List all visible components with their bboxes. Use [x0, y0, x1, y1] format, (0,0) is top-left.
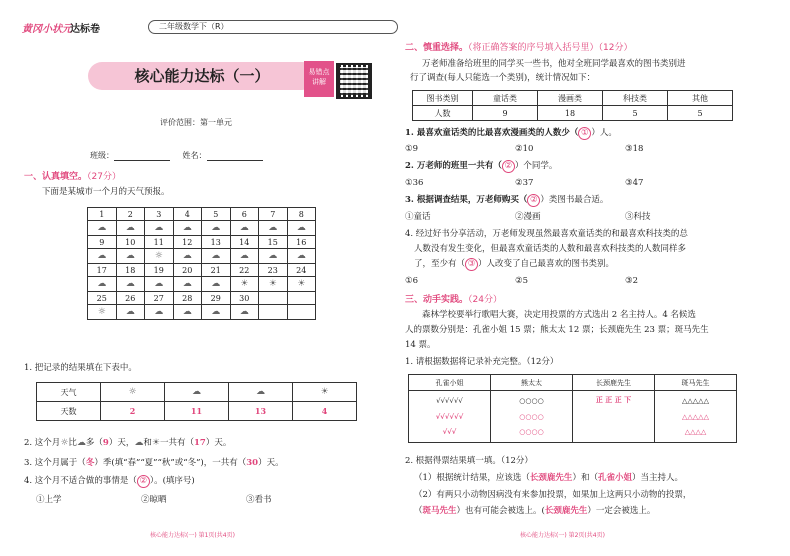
name-label: 姓名：: [182, 151, 207, 160]
p1-q1: 1. 把记录的结果填在下表中。: [24, 363, 137, 373]
p2-q4-line1: 4. 经过好书分享活动，万老师发现虽然最喜欢童话类的和最喜欢科技类的总: [405, 229, 688, 239]
cloudy-icon: ☁: [202, 277, 231, 292]
answer[interactable]: 长颈鹿先生: [544, 506, 588, 516]
cloudy-icon: ☁: [230, 249, 259, 264]
scope-text: 评价范围：第一单元: [160, 118, 232, 127]
cloudy-icon: ☁: [202, 305, 231, 320]
cloudy-icon: ☁: [173, 249, 202, 264]
cloudy-icon: ☁: [229, 383, 293, 402]
footer-left: 核心能力达标(一) 第1页(共4页): [150, 532, 235, 539]
p1-q2: 2. 这个月☼比☁多（9）天，☁和☀一共有（17）天。: [24, 438, 232, 448]
p1-q4: 4. 这个月不适合做的事情是（ ② ）。(填序号): [24, 476, 195, 486]
name-input[interactable]: [207, 151, 263, 161]
page-title: 核心能力达标（一）: [88, 62, 316, 90]
class-field: [90, 150, 263, 161]
snow-icon: ☀: [230, 277, 259, 292]
part1-intro: 下面是某城市一个月的天气预报。: [42, 187, 170, 197]
snow-icon: ☀: [293, 383, 357, 402]
answer-cell[interactable]: 13: [229, 402, 293, 421]
answer[interactable]: ②: [137, 475, 150, 488]
p2-q1: 1. 最喜欢童话类的比最喜欢漫画类的人数少（ ① ）人。: [405, 128, 617, 138]
cloudy-icon: ☁: [88, 221, 117, 236]
cloudy-icon: ☁: [202, 221, 231, 236]
answer[interactable]: 长颈鹿先生: [529, 473, 573, 483]
answer[interactable]: 17: [193, 438, 206, 448]
cloudy-icon: ☁: [145, 305, 174, 320]
p2-q3-options: ①童话 ②漫画 ③科技: [405, 212, 651, 222]
p2-q1-options: ①9 ②10 ③18: [405, 144, 644, 154]
answer[interactable]: 斑马先生: [422, 506, 457, 516]
sunny-icon: ☼: [101, 383, 165, 402]
answer[interactable]: ②: [502, 160, 515, 173]
p3-q2: 2. 根据得票结果填一填。（12分）: [405, 456, 533, 466]
series-label: 达标卷: [70, 24, 100, 35]
p1-q3: 3. 这个月属于（冬）季(填“春”“夏”“秋”或“冬”)，一共有（30）天。: [24, 458, 284, 468]
giraffe-votes[interactable]: 正 正 正 下: [573, 391, 655, 443]
answer[interactable]: ②: [527, 194, 540, 207]
p3-q2-1: （1）根据统计结果，应该选（长颈鹿先生）和（孔雀小姐）当主持人。: [414, 473, 683, 483]
brand-logo: 黄冈小状元: [22, 24, 72, 35]
answer[interactable]: 30: [246, 458, 259, 468]
part3-intro-line3: 14 票。: [405, 340, 436, 350]
cloudy-icon: ☁: [116, 305, 145, 320]
snow-icon: ☀: [151, 438, 160, 448]
part2-intro-line1: 万老师准备给班里的同学买一些书，他对全班同学最喜欢的图书类别进: [422, 59, 686, 69]
answer-cell[interactable]: 11: [165, 402, 229, 421]
book-survey-table: 图书类别 童话类 漫画类 科技类 其他 人数 9 18 5 5: [412, 90, 733, 121]
p2-q4-options: ①6 ②5 ③2: [405, 276, 639, 286]
cloudy-icon: ☁: [116, 221, 145, 236]
cloudy-icon: ☁: [287, 249, 316, 264]
section-3-title: 三、动手实践。（24分）: [405, 295, 502, 305]
p3-q2-2-line1: （2）有两只小动物因病没有来参加投票，如果加上这两只小动物的投票，: [414, 490, 692, 500]
snow-icon: ☀: [287, 277, 316, 292]
cloudy-icon: ☁: [230, 305, 259, 320]
p2-q4-line2: 人数没有发生变化，但最喜欢童话类的人数和最喜欢科技类的人数同样多: [414, 244, 687, 254]
tag-line2: 讲解: [312, 78, 326, 86]
qr-pattern: [340, 67, 368, 95]
grade-label: 二年级数学下（R）: [148, 20, 398, 34]
p3-q2-2-line2: （斑马先生）也有可能会被选上。(长颈鹿先生）一定会被选上。: [414, 506, 656, 516]
cloudy-icon: ☁: [76, 438, 86, 448]
class-input[interactable]: [114, 151, 170, 161]
weather-calendar: 1 2 3 4 5 6 7 8 ☁ ☁ ☁ ☁ ☁ ☁ ☁ ☁ 9 10 11 12 13 14 15 16 ☁ ☁ ☼ ☁ ☁ ☁ ☁ ☁ 17 18 19 20 21 22 23 24 ☁ ☁ ☁ ☁ ☁ ☀ ☀ ☀ 25 26 27 28 29 30 ☼ ☁ ☁ ☁ ☁ ☁: [87, 207, 316, 320]
cloudy-icon: ☁: [287, 221, 316, 236]
zebra-votes[interactable]: △△△△△ △△△△△ △△△△: [655, 391, 737, 443]
answer-cell[interactable]: 2: [101, 402, 165, 421]
cloudy-icon: ☁: [202, 249, 231, 264]
footer-right: 核心能力达标(一) 第2页(共4页): [520, 532, 605, 539]
cloudy-icon: ☁: [116, 277, 145, 292]
snow-icon: ☀: [259, 277, 288, 292]
answer[interactable]: ③: [465, 258, 478, 271]
cloudy-icon: ☁: [173, 221, 202, 236]
answer[interactable]: 冬: [85, 458, 95, 468]
sunny-icon: ☼: [88, 305, 117, 320]
cloudy-icon: ☁: [173, 305, 202, 320]
cloudy-icon: ☁: [230, 221, 259, 236]
cloud-sun-icon: ☁: [165, 383, 229, 402]
answer[interactable]: 9: [102, 438, 109, 448]
p1-q4-options: ①上学 ②晾晒 ③看书: [36, 495, 272, 505]
explain-tag[interactable]: [304, 61, 334, 97]
cloudy-icon: ☁: [116, 249, 145, 264]
part2-intro-line2: 行了调查(每人只能选一个类别)，统计情况如下：: [410, 73, 596, 83]
cloudy-icon: ☁: [259, 221, 288, 236]
sunny-icon: ☼: [145, 249, 174, 264]
part3-intro-line2: 人的票数分别是：孔雀小姐 15 票；熊太太 12 票；长颈鹿先生 23 票；斑马先生: [405, 325, 709, 335]
cloudy-icon: ☁: [88, 277, 117, 292]
p2-q3: 3. 根据调查结果，万老师购买（ ② ）类图书最合适。: [405, 195, 609, 205]
section-1-title: 一、认真填空。（27分）: [24, 172, 121, 182]
tag-line1: 易错点: [308, 68, 330, 76]
cloudy-icon: ☁: [145, 277, 174, 292]
bear-votes[interactable]: ○○○○ ○○○○ ○○○○: [491, 391, 573, 443]
peacock-votes[interactable]: √√√√√√ √√√√√√ √√√: [409, 391, 491, 443]
cloudy-icon: ☁: [134, 438, 144, 448]
vote-record-table: 孔雀小姐 熊太太 长颈鹿先生 斑马先生 √√√√√√ √√√√√√ √√√ ○○○○ ○○○○ ○○○○ 正 正 正 下 △△△△△ △△△△△ △△△△: [408, 374, 737, 443]
p2-q4-line3: 了，至少有（ ③ ）人改变了自己最喜欢的图书类别。: [414, 259, 615, 269]
p2-q2-options: ①36 ②37 ③47: [405, 178, 644, 188]
section-2-title: 二、慎重选择。（将正确答案的序号填入括号里）（12分）: [405, 43, 633, 53]
answer-cell[interactable]: 4: [293, 402, 357, 421]
weather-summary-table: 天气 ☼ ☁ ☁ ☀ 天数 2 11 13 4: [36, 382, 357, 421]
cloudy-icon: ☁: [173, 277, 202, 292]
sunny-icon: ☼: [60, 438, 69, 448]
class-label: 班级：: [90, 151, 114, 160]
p2-q2: 2. 万老师的班里一共有（ ② ）个同学。: [405, 161, 558, 171]
part3-intro-line1: 森林学校要举行歌唱大赛，决定用投票的方式选出 2 名主持人。4 名候选: [422, 310, 696, 320]
cloudy-icon: ☁: [145, 221, 174, 236]
cloudy-icon: ☁: [88, 249, 117, 264]
answer[interactable]: 孔雀小姐: [597, 473, 632, 483]
p3-q1: 1. 请根据数据将记录补充完整。（12分）: [405, 357, 559, 367]
cloudy-icon: ☁: [259, 249, 288, 264]
answer[interactable]: ①: [578, 127, 591, 140]
